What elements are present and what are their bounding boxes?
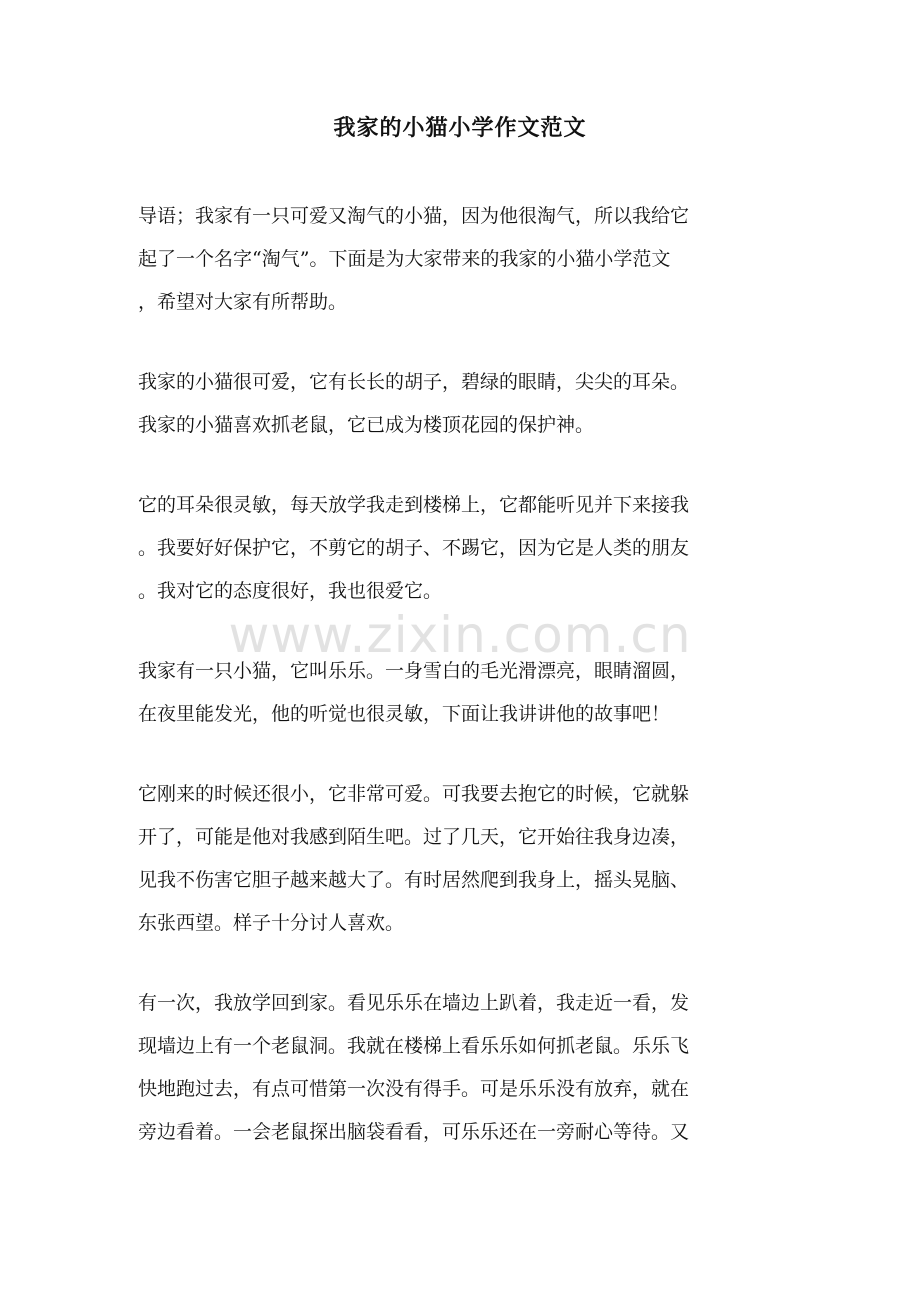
paragraph: 有一次，我放学回到家。看见乐乐在墙边上趴着，我走近一看，发 现墙边上有一个老鼠洞。我就在楼梯上看乐乐如何抓老鼠。乐乐飞 快地跑过去，有点可惜第一次没有得手。可是乐乐没有放弃，就在 旁边看着。一会老鼠探出脑袋看看，可乐乐还在一旁耐心等待。又	[138, 992, 690, 1143]
paragraph: 我家有一只小猫，它叫乐乐。一身雪白的毛光滑漂亮，眼睛溜圆， 在夜里能发光，他的听觉也很灵敏，下面让我讲讲他的故事吧！	[138, 660, 690, 725]
paragraph-intro: 导语；我家有一只可爱又淘气的小猫，因为他很淘气，所以我给它 起了一个名字“淘气”。下面是为大家带来的我家的小猫小学范文 ，希望对大家有所帮助。	[138, 205, 690, 313]
paragraph: 它刚来的时候还很小，它非常可爱。可我要去抱它的时候，它就躲 开了，可能是他对我感到陌生吧。过了几天，它开始往我身边凑， 见我不伤害它胆子越来越大了。有时居然爬到我身上，摇头晃脑、 东张西望。样子十分讨人喜欢。	[138, 783, 690, 934]
document-title: 我家的小猫小学作文范文	[333, 115, 587, 141]
paragraph: 它的耳朵很灵敏，每天放学我走到楼梯上，它都能听见并下来接我 。我要好好保护它，不剪它的胡子、不踢它，因为它是人类的朋友 。我对它的态度很好，我也很爱它。	[138, 494, 690, 602]
watermark: www.zixin.com.cn	[228, 606, 692, 664]
paragraph: 我家的小猫很可爱，它有长长的胡子，碧绿的眼睛，尖尖的耳朵。 我家的小猫喜欢抓老鼠，它已成为楼顶花园的保护神。	[138, 371, 690, 436]
document-body	[138, 195, 778, 1191]
